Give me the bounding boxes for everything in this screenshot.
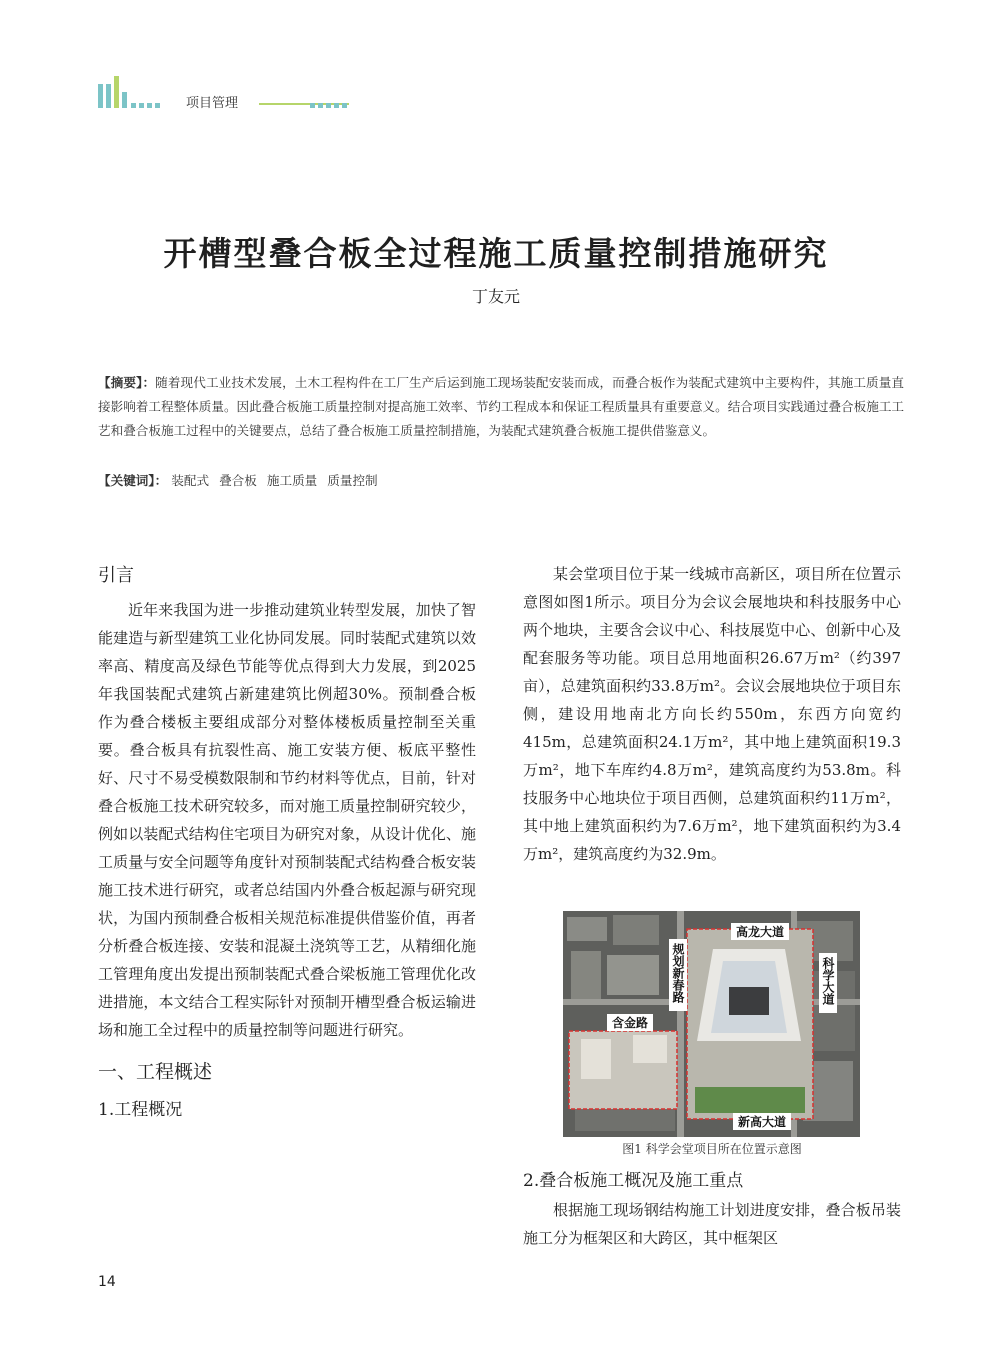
site-location-figure xyxy=(563,911,860,1137)
keyword: 装配式 xyxy=(171,473,210,488)
keywords xyxy=(98,470,384,489)
subsection-heading: 1.工程概况 xyxy=(98,1100,183,1120)
label-north-road: 高龙大道 xyxy=(735,925,785,939)
label-west-road: 含金路 xyxy=(611,1016,649,1030)
abstract-label: 【摘要】： xyxy=(98,375,156,390)
keyword: 叠合板 xyxy=(219,473,257,488)
construction-paragraph-wrap xyxy=(523,1196,901,1252)
page-number: 14 xyxy=(98,1274,116,1290)
right-column xyxy=(523,560,901,868)
paper-title: 开槽型叠合板全过程施工质量控制措施研究 xyxy=(163,234,829,273)
abstract-text: 随着现代工业技术发展，土木工程构件在工厂生产后运到施工现场装配安装而成，而叠合板作为装配式建筑中主要构件，其施工质量直接影响着工程整体质量。因此叠合板施工质量控制对提高施工效率、节约工程成本和保证工程质量具有重要意义。结合项目实践通过叠合板施工工艺和叠合板施工过程中的关键要点，总结了叠合板施工质量控制措施，为装配式建筑叠合板施工提供借鉴意义。 xyxy=(98,375,905,438)
construction-paragraph: 根据施工现场钢结构施工计划进度安排，叠合板吊装施工分为框架区和大跨区，其中框架区 xyxy=(523,1201,901,1247)
subsection-heading-2: 2.叠合板施工概况及施工重点 xyxy=(523,1171,744,1191)
left-column xyxy=(98,560,476,1124)
intro-heading: 引言 xyxy=(98,565,134,586)
overview-paragraph: 某会堂项目位于某一线城市高新区，项目所在位置示意图如图1所示。项目分为会议会展地块和科技服务中心两个地块，主要含会议中心、科技展览中心、创新中心及配套服务等功能。项目总用地面积26.67万m²（约397亩），总建筑面积约33.8万m²。会议会展地块位于项目东侧，建设用地南北方向长约550m，东西方向宽约415m，总建筑面积24.1万m²，其中地上建筑面积19.3万m²，地下车库约4.8万m²，建筑高度约为53.8m。科技服务中心地块位于项目西侧，总建筑面积约11万m²，其中地上建筑面积约为7.6万m²，地下建筑面积约为3.4万m²，建筑高度约为32.9m。 xyxy=(523,565,901,863)
label-south-road: 新高大道 xyxy=(737,1115,787,1129)
keyword: 施工质量 xyxy=(266,473,318,488)
figure-caption: 图1 科学会堂项目所在位置示意图 xyxy=(622,1142,802,1156)
label-east-road: 科学大道 xyxy=(821,957,835,1005)
keyword: 质量控制 xyxy=(327,473,378,488)
keywords-label: 【关键词】： xyxy=(98,473,168,488)
intro-paragraph: 近年来我国为进一步推动建筑业转型发展，加快了智能建造与新型建筑工业化协同发展。同时装配式建筑以效率高、精度高及绿色节能等优点得到大力发展，到2025年我国装配式建筑占新建建筑比例超30%。预制叠合板作为叠合楼板主要组成部分对整体楼板质量控制至关重要。叠合板具有抗裂性高、施工安装方便、板底平整性好、尺寸不易受模数限制和节约材料等优点，目前，针对叠合板施工技术研究较多，而对施工质量控制研究较少，例如以装配式结构住宅项目为研究对象，从设计优化、施工质量与安全问题等角度针对预制装配式结构叠合板安装施工技术进行研究，或者总结国内外叠合板起源与研究现状，为国内预制叠合板相关规范标准提供借鉴价值，再者分析叠合板连接、安装和混凝土浇筑等工艺，从精细化施工管理角度出发提出预制装配式叠合梁板施工管理优化改进措施，本文结合工程实际针对预制开槽型叠合板运输进场和施工全过程中的质量控制等问题进行研究。 xyxy=(98,601,476,1039)
label-planned-road: 规划新春路 xyxy=(671,943,685,1003)
section-label: 项目管理 xyxy=(186,96,239,111)
abstract xyxy=(98,371,904,443)
author-name: 丁友元 xyxy=(471,287,520,306)
section-heading: 一、工程概述 xyxy=(98,1061,213,1083)
